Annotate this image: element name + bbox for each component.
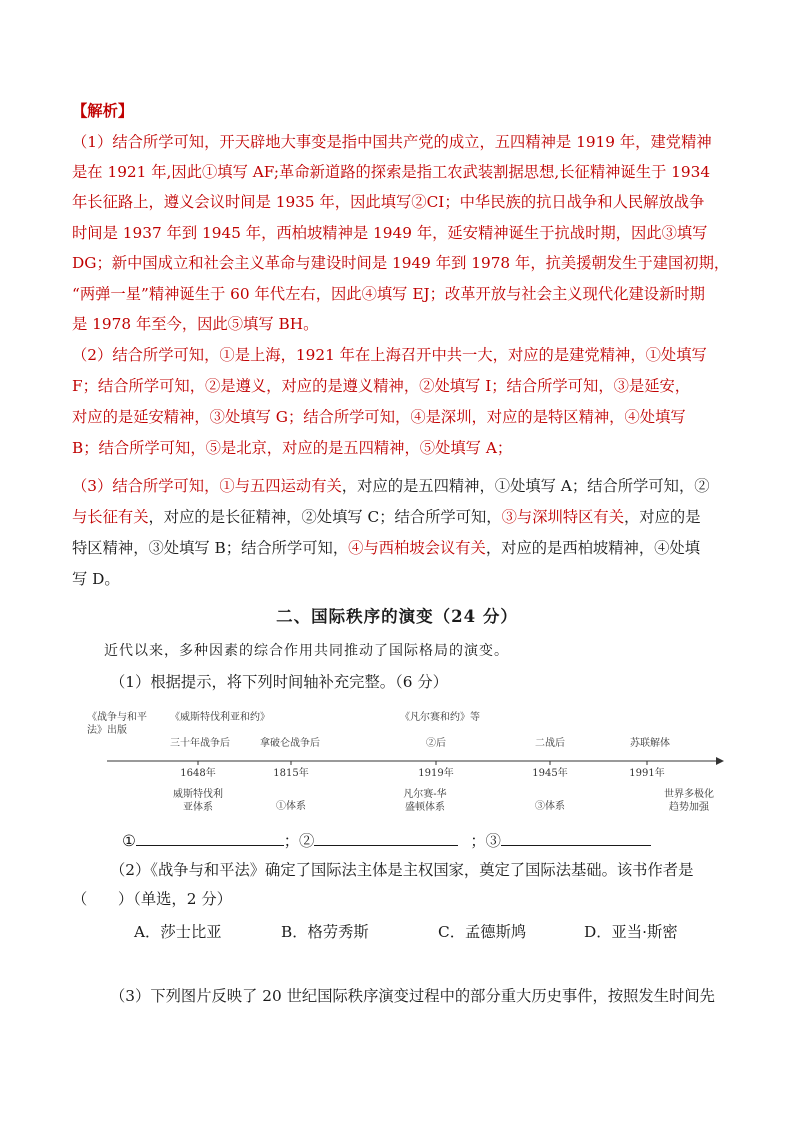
analysis-p1-line2: 是在 1921 年,因此①填写 AF;革命新道路的探索是指工农武装割据思想,长征精神诞生于 1934 [72,163,711,181]
analysis-p1-line5: DG；新中国成立和社会主义革命与建设时间是 1949 年到 1978 年，抗美援朝发生于建国初期， [72,254,730,272]
timeline-year: 1815年 [273,768,309,779]
analysis-p3-line1 [72,476,710,496]
option-b[interactable]: B．格劳秀斯 [281,923,369,941]
analysis-p3-text: ，对应的是西柏坡精神，④处填 [485,539,701,557]
question-3: （3）下列图片反映了 20 世纪国际秩序演变过程中的部分重大历史事件，按照发生时间先 [110,987,715,1005]
timeline-book-label: 《战争与和平 法》出版 [87,712,147,736]
section-intro: 近代以来，多种因素的综合作用共同推动了国际格局的演变。 [104,643,509,659]
timeline-event: 二战后 [535,738,565,749]
timeline-event: ②后 [426,738,446,749]
timeline-system: ①体系 [276,801,306,812]
timeline-treaty-westphalia: 《威斯特伐利亚和约》 [170,712,270,723]
analysis-p1-line3: 年长征路上，遵义会议时间是 1935 年，因此填写②CI；中华民族的抗日战争和人民解放战争 [72,193,705,211]
analysis-p3-text: ，对应的是五四精神，①处填写 A；结合所学可知，② [341,477,710,495]
question-1: （1）根据提示，将下列时间轴补充完整。（6 分） [110,673,448,691]
analysis-p1-line4: 时间是 1937 年到 1945 年，西柏坡精神是 1949 年，延安精神诞生于抗战时期，因此③填写 [72,224,708,242]
answer-blanks [122,829,651,851]
blank-3-input[interactable] [501,829,651,846]
timeline-system: ③体系 [535,801,565,812]
timeline-year: 1991年 [629,768,665,779]
analysis-p3-line3 [72,538,700,558]
analysis-p3-text: ，对应的是 [624,508,701,526]
option-c[interactable]: C．孟德斯鸠 [438,923,527,941]
analysis-p3-line2 [72,507,701,527]
blank-2-input[interactable] [314,829,458,846]
timeline-year: 1919年 [418,768,454,779]
timeline-treaty-versailles: 《凡尔赛和约》等 [400,712,480,723]
blank-2-label: ② [299,832,315,850]
analysis-p3-highlight: ③与深圳特区有关 [501,508,624,526]
analysis-p3-highlight: ①与五四运动有关 [219,477,342,495]
blank-separator: ； [283,832,300,850]
timeline-year: 1648年 [180,768,216,779]
blank-3-label: ③ [485,832,501,850]
timeline-event: 三十年战争后 [170,738,230,749]
analysis-p3-text: （3）结合所学可知， [72,477,220,495]
question-2-line1: （2）《战争与和平法》确定了国际法主体是主权国家，奠定了国际法基础。该书作者是 [110,861,694,879]
option-a[interactable]: A．莎士比亚 [134,923,222,941]
analysis-p3-highlight: ④与西柏坡会议有关 [348,539,486,557]
analysis-p1-line6: “两弹一星”精神诞生于 60 年代左右，因此④填写 EJ；改革开放与社会主义现代化建设新时期 [72,285,705,303]
timeline-event: 拿破仑战争后 [260,738,320,749]
analysis-p2-line3: 对应的是延安精神，③处填写 G；结合所学可知，④是深圳，对应的是特区精神，④处填写 [72,408,686,426]
analysis-p3-text: ，对应的是长征精神，②处填写 C；结合所学可知， [148,508,502,526]
timeline-event: 苏联解体 [630,738,670,749]
analysis-p2-line4: B；结合所学可知，⑤是北京，对应的是五四精神，⑤处填写 A； [72,439,513,457]
analysis-title: 【解析】 [72,102,134,120]
analysis-p3-line4: 写 D。 [72,570,120,588]
analysis-p3-text: 特区精神，③处填写 B；结合所学可知， [72,539,349,557]
blank-1-label: ① [122,832,136,850]
analysis-p2-line1: （2）结合所学可知，①是上海，1921 年在上海召开中共一大，对应的是建党精神，①处填写 [72,346,707,364]
analysis-p2-line2: F；结合所学可知，②是遵义，对应的是遵义精神，②处填写 I；结合所学可知，③是延安， [72,377,691,395]
analysis-p3-highlight: 与长征有关 [72,508,149,526]
timeline-year: 1945年 [532,768,568,779]
question-2-line2: （ ）（单选，2 分） [72,890,232,908]
timeline-system: 威斯特伐利 亚体系 [173,789,223,813]
timeline-system: 世界多极化 趋势加强 [664,789,714,813]
section-heading: 二、国际秩序的演变（24 分） [276,607,518,626]
analysis-p1-line7: 是 1978 年至今，因此⑤填写 BH。 [72,315,319,333]
timeline-system: 凡尔赛-华 盛顿体系 [403,789,447,813]
blank-1-input[interactable] [136,829,284,846]
analysis-p1-line1: （1）结合所学可知，开天辟地大事变是指中国共产党的成立，五四精神是 1919 年，建党精神 [72,133,712,151]
blank-separator: ； [470,832,486,850]
option-d[interactable]: D．亚当·斯密 [584,923,678,941]
